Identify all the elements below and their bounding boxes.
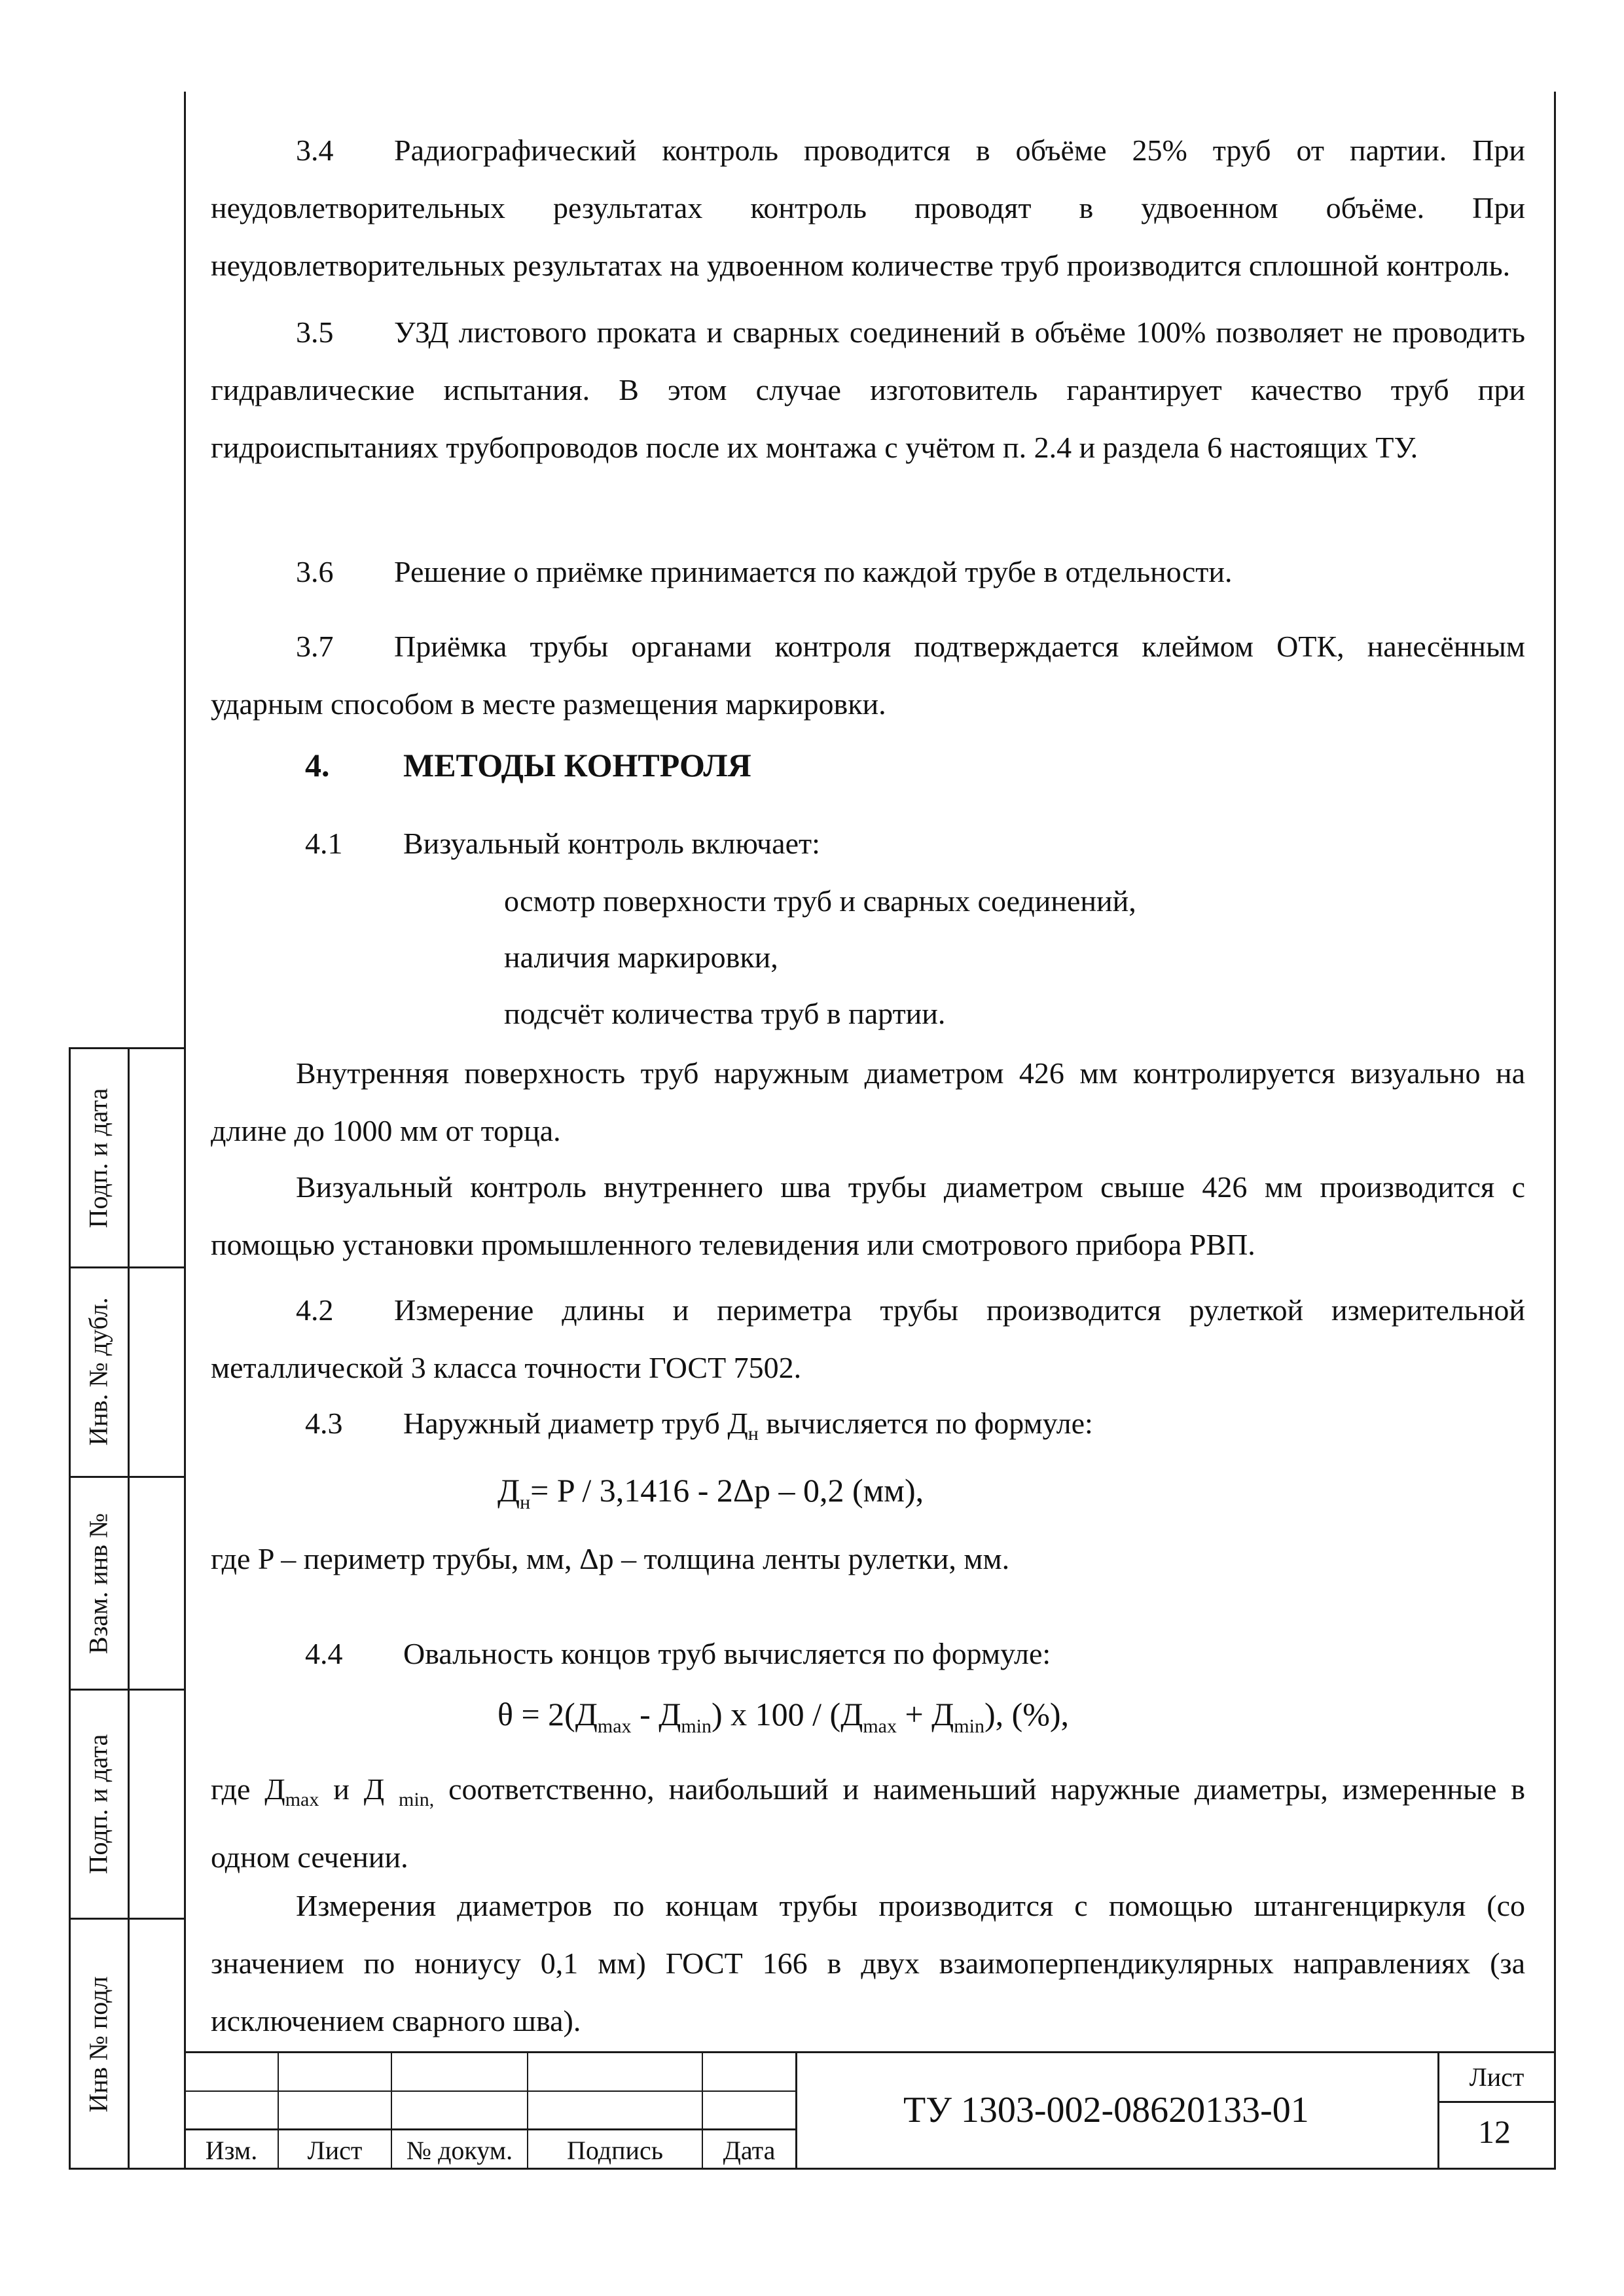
paragraph-visual-weld: Визуальный контроль внутреннего шва трубы диаметром свыше 426 мм производится с помощью установки промышленного телевидения или смотрового прибора РВП. [211,1170,1525,1261]
paragraph-3-4 [211,122,1525,295]
subscript: max [285,1789,319,1811]
title-block-row [184,2128,796,2130]
clause-number: 3.6 [296,555,334,588]
section-title: МЕТОДЫ КОНТРОЛЯ [403,747,751,783]
paragraph-4-4 [305,1636,1051,1671]
clause-number: 4.4 [305,1637,343,1670]
side-stamp-outer-left [69,1047,71,2169]
paragraph-3-5 [211,304,1525,476]
clause-number: 4.3 [305,1407,343,1440]
list-item: наличия маркировки, [504,941,778,974]
paragraph-where-1: где P – периметр трубы, мм, Δр – толщина ленты рулетки, мм. [211,1542,1010,1575]
list-item: осмотр поверхности труб и сварных соединений, [504,884,1136,918]
side-stamp-top [69,1047,185,1049]
title-block-top [184,2051,1555,2053]
title-block-row [184,2090,796,2092]
subscript: min [681,1715,712,1737]
paragraph-4-3 [305,1406,1093,1445]
title-block-col [795,2051,797,2169]
side-label-dup-inv: Инв. № дубл. [83,1297,113,1446]
col-signature: Подпись [567,2136,663,2165]
formula-part: = P / 3,1416 - 2Δр – 0,2 (мм), [530,1472,924,1509]
frame-right-border [1554,92,1556,2168]
paragraph-text: и Д [319,1772,399,1806]
side-stamp-inner-line [128,1047,130,2169]
paragraph-text: вычисляется по формуле: [758,1407,1093,1440]
side-label-sign-date: Подп. и дата [83,1088,113,1229]
formula-part: + Д [896,1696,954,1732]
clause-number: 4.1 [305,827,343,860]
col-date: Дата [723,2136,776,2165]
paragraph-inner-surface: Внутренняя поверхность труб наружным диаметром 426 мм контролируется визуально на длине до 1000 мм от торца. [211,1056,1525,1147]
formula-part: Д [497,1472,520,1509]
paragraph-where-2 [211,1761,1525,1886]
paragraph-3-7 [211,618,1525,733]
paragraph-measurements: Измерения диаметров по концам трубы производится с помощью штангенциркуля (со значением по нониусу 0,1 мм) ГОСТ 166 в двух взаимоперпендикулярных направлениях (за исключением сварного шва). [211,1889,1525,2037]
sheet-number: 12 [1478,2113,1511,2150]
paragraph-4-1 [305,826,820,861]
paragraph-text: Радиографический контроль проводится в объёме 25% труб от партии. При неудовлетворительных результатах контроль проводят в удвоенном объёме. При неудовлетворительных результатах на удвоенном количестве труб производится сплошной контроль. [211,134,1525,282]
list-item: подсчёт количества труб в партии. [504,997,946,1030]
subscript: н [748,1423,759,1445]
side-label-orig-inv: Инв № подл [83,1976,113,2113]
sheet-cell-divider [1437,2101,1555,2103]
clause-number: 3.5 [296,315,334,349]
col-doc-number: № докум. [406,2136,513,2165]
section-number: 4. [305,747,330,783]
paragraph-3-6 [211,543,1525,601]
subscript: max [863,1715,897,1737]
formula-part: θ = 2(Д [497,1696,598,1732]
side-stamp-divider [69,1266,185,1268]
subscript: min [954,1715,984,1737]
subscript: max [597,1715,632,1737]
clause-number: 3.4 [296,134,334,167]
formula-outer-diameter [497,1471,924,1514]
paragraph-4-2 [211,1282,1525,1397]
document-code: ТУ 1303-002-08620133-01 [903,2090,1309,2130]
side-stamp-divider [69,1476,185,1478]
subscript: н [520,1492,531,1513]
paragraph-text: УЗД листового проката и сварных соединений в объёме 100% позволяет не проводить гидравлические испытания. В этом случае изготовитель гарантирует качество труб при гидроиспытаниях трубопроводов после их монтажа с учётом п. 2.4 и раздела 6 настоящих ТУ. [211,315,1525,464]
subscript: min, [399,1789,435,1811]
sheet-label: Лист [1469,2062,1525,2092]
formula-part: - Д [631,1696,681,1732]
side-stamp-divider [69,1918,185,1920]
side-label-replace-inv: Взам. инв № [83,1513,113,1655]
formula-part: ) х 100 / (Д [712,1696,863,1732]
col-list: Лист [307,2136,363,2165]
side-stamp-divider [69,1689,185,1691]
paragraph-text: Наружный диаметр труб Д [403,1407,748,1440]
formula-part: ), (%), [984,1696,1070,1732]
paragraph-text: Овальность концов труб вычисляется по формуле: [403,1637,1051,1670]
clause-number: 3.7 [296,630,334,663]
clause-number: 4.2 [296,1293,334,1327]
paragraph-text: Измерение длины и периметра трубы производится рулеткой измерительной металлической 3 класса точности ГОСТ 7502. [211,1293,1525,1384]
paragraph-text: Решение о приёмке принимается по каждой трубе в отдельности. [394,555,1233,588]
paragraph-text: Визуальный контроль включает: [403,827,820,860]
col-izm: Изм. [205,2136,258,2165]
paragraph-text: соответственно, наибольший и наименьший наружные диаметры, измеренные в одном сечении. [211,1772,1526,1874]
formula-ovality [497,1695,1069,1738]
paragraph-text: Приёмка трубы органами контроля подтверждается клеймом ОТК, нанесённым ударным способом в месте размещения маркировки. [211,630,1525,721]
section-4-heading [305,746,751,784]
frame-bottom-border [69,2168,1556,2170]
side-label-sign-date-2: Подп. и дата [83,1734,113,1874]
paragraph-text: где Д [211,1772,285,1806]
frame-left-border [184,92,186,2168]
